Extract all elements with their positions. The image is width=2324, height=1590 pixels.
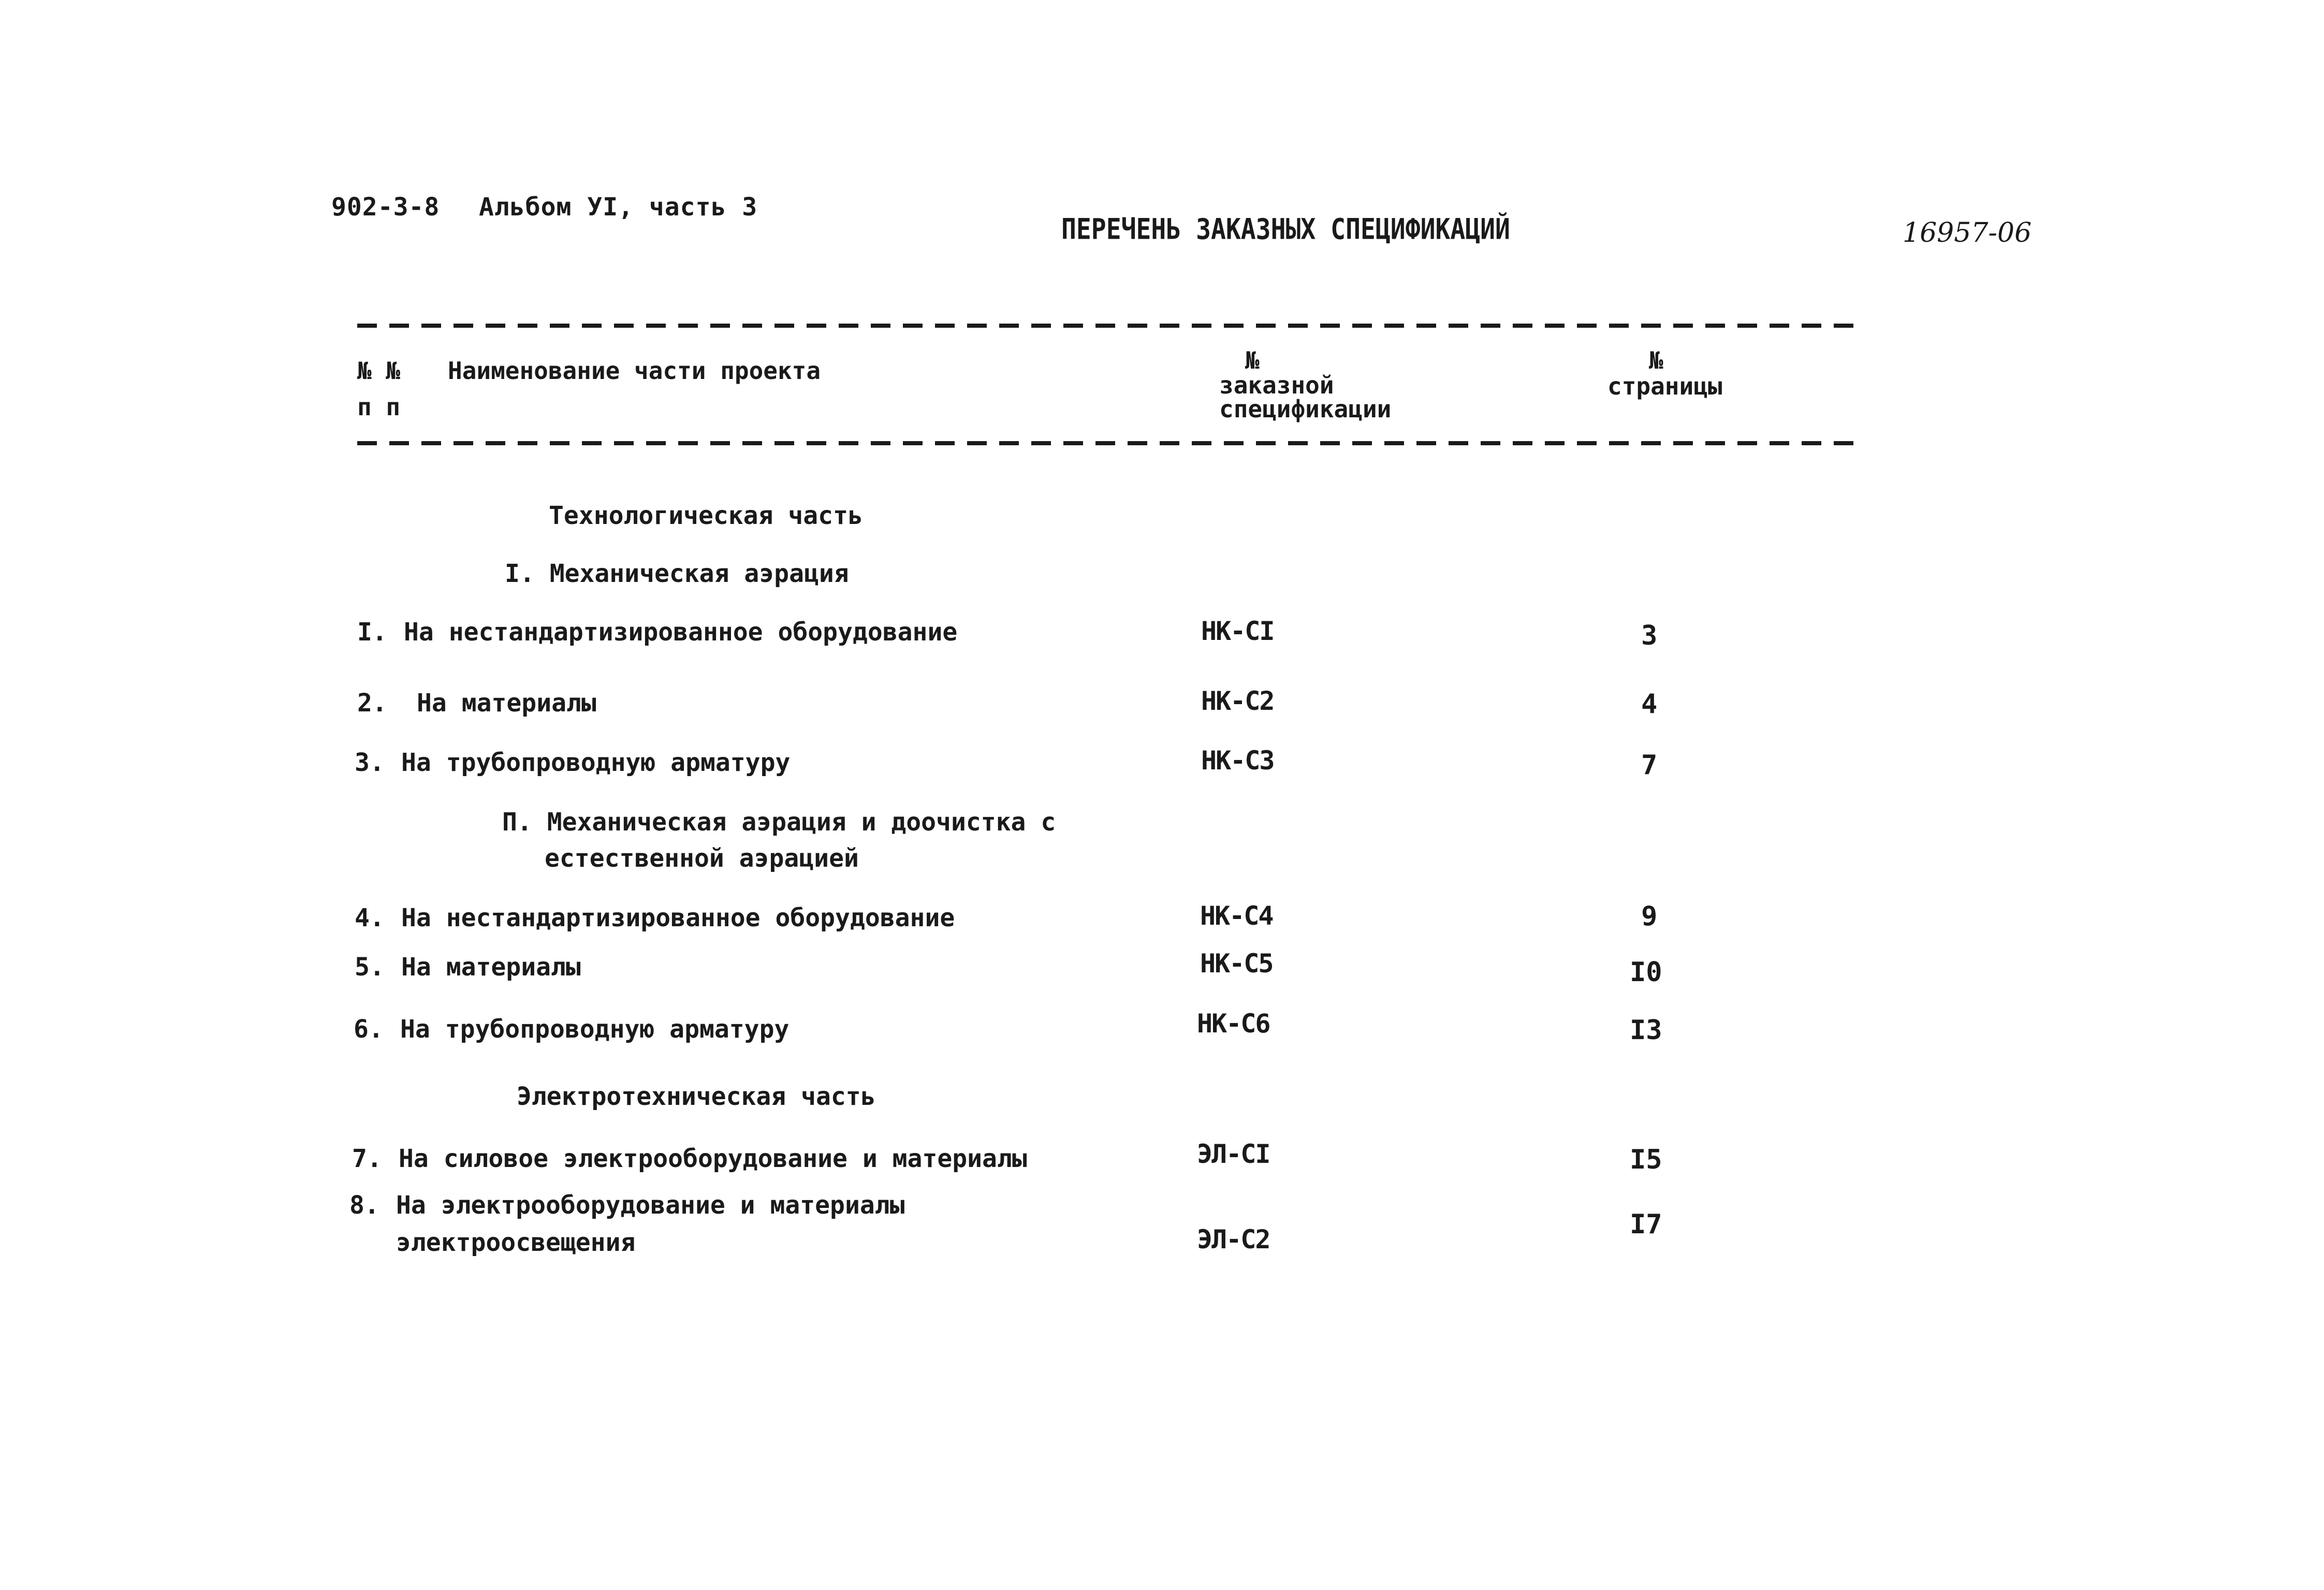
column-header-spec-line1: №	[1245, 346, 1260, 374]
subsection-aeration-posttreatment-line2: естественной аэрацией	[545, 844, 859, 873]
row-name: На электрооборудование и материалы	[396, 1191, 905, 1220]
column-header-spec-line2: заказной	[1219, 371, 1334, 399]
table-row	[355, 953, 581, 982]
row-page: 9	[1641, 901, 1658, 932]
row-spec-code: НК-С4	[1200, 901, 1273, 931]
row-spec-code: НК-CI	[1201, 616, 1274, 646]
column-header-name: Наименование части проекта	[448, 357, 821, 385]
row-number: 7.	[352, 1144, 382, 1173]
column-header-num-line2: п п	[357, 393, 401, 421]
row-number: 3.	[355, 748, 385, 777]
section-technological: Технологическая часть	[549, 501, 863, 530]
row-spec-code: НК-С5	[1200, 949, 1273, 979]
document-code: 902-3-8	[331, 193, 440, 222]
album-label: Альбом УI, часть 3	[479, 193, 758, 222]
row-number: 6.	[354, 1015, 384, 1044]
row-name: На нестандартизированное оборудование	[404, 618, 958, 647]
table-top-rule	[357, 324, 1856, 328]
table-row	[355, 903, 955, 932]
row-name-line2: электроосвещения	[396, 1228, 636, 1257]
row-name: На материалы	[401, 953, 581, 982]
row-name: На трубопроводную арматуру	[401, 748, 791, 777]
row-number: 2.	[357, 689, 387, 718]
table-row	[354, 1015, 789, 1044]
row-name: На материалы	[417, 689, 596, 718]
table-row	[357, 618, 957, 647]
row-page: 3	[1641, 620, 1658, 651]
table-row	[357, 689, 596, 718]
column-header-spec-line3: спецификации	[1219, 395, 1392, 423]
table-header-bottom-rule	[357, 441, 1856, 445]
row-number: 4.	[355, 903, 385, 932]
row-number: 8.	[349, 1191, 379, 1220]
row-page: I5	[1630, 1144, 1662, 1175]
row-page: 4	[1641, 689, 1658, 720]
row-page: I0	[1630, 957, 1662, 988]
row-spec-code: ЭЛ-С2	[1197, 1224, 1270, 1255]
row-number: 5.	[355, 953, 385, 982]
row-spec-code: НК-С2	[1201, 686, 1274, 716]
column-header-page-line1: №	[1649, 346, 1663, 374]
row-spec-code: ЭЛ-СI	[1197, 1139, 1270, 1169]
subsection-aeration-posttreatment: П. Механическая аэрация и доочистка с	[502, 808, 1056, 837]
table-row	[352, 1144, 1027, 1173]
row-page: I3	[1630, 1015, 1662, 1046]
column-header-num-line1: № №	[357, 357, 401, 385]
subsection-mechanical-aeration: I. Механическая аэрация	[505, 559, 849, 588]
row-name: На трубопроводную арматуру	[400, 1015, 790, 1044]
table-row	[355, 748, 790, 777]
row-number: I.	[357, 618, 387, 647]
inventory-number: 16957-06	[1903, 217, 2032, 249]
column-header-page-line2: страницы	[1607, 372, 1722, 400]
row-spec-code: НК-С6	[1197, 1009, 1270, 1039]
row-page: I7	[1630, 1209, 1662, 1240]
table-row	[349, 1191, 905, 1220]
row-name: На силовое электрооборудование и материалы	[399, 1144, 1027, 1173]
section-electrical: Электротехническая часть	[517, 1082, 876, 1111]
page-title: ПЕРЕЧЕНЬ ЗАКАЗНЫХ СПЕЦИФИКАЦИЙ	[1061, 212, 1510, 246]
row-spec-code: НК-С3	[1201, 746, 1274, 776]
row-page: 7	[1641, 750, 1658, 781]
row-name: На нестандартизированное оборудование	[401, 903, 955, 932]
